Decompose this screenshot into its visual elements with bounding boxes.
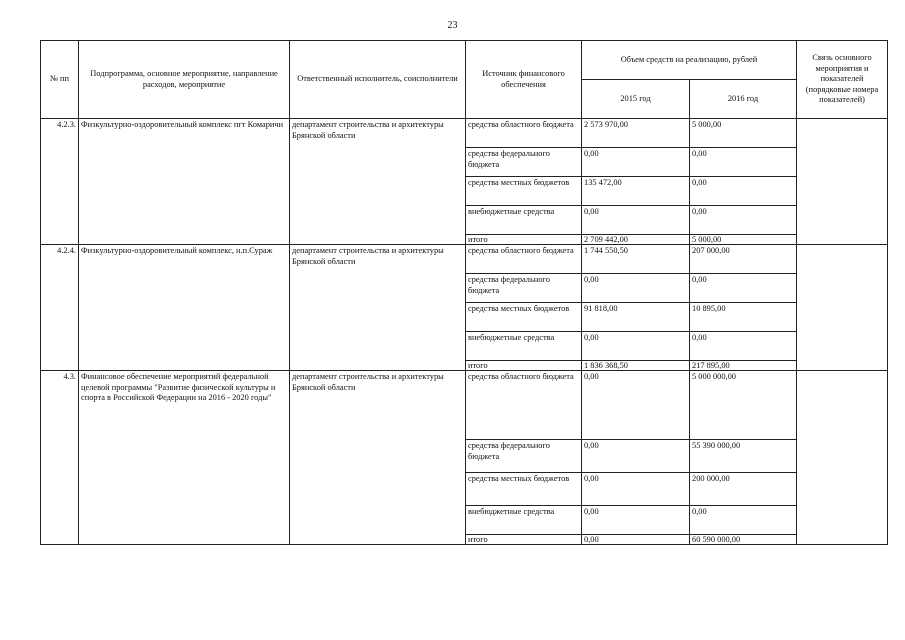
funding-source: средства областного бюджета bbox=[466, 245, 582, 274]
amount-2015: 0,00 bbox=[582, 332, 690, 361]
funding-source: средства федерального бюджета bbox=[466, 440, 582, 473]
amount-2016: 55 390 000,00 bbox=[690, 440, 797, 473]
amount-2016: 5 000,00 bbox=[690, 119, 797, 148]
executor: департамент строительства и архитектуры Брянской области bbox=[290, 371, 466, 545]
amount-2015: 135 472,00 bbox=[582, 177, 690, 206]
program-name: Физкультурно-оздоровительный комплекс, н.п.Сураж bbox=[79, 245, 290, 371]
table-row bbox=[41, 371, 888, 440]
amount-2016: 0,00 bbox=[690, 274, 797, 303]
amount-2016: 60 590 000,00 bbox=[690, 535, 797, 545]
financing-table bbox=[40, 40, 888, 545]
funding-source: средства местных бюджетов bbox=[466, 177, 582, 206]
page-number: 23 bbox=[447, 20, 458, 31]
indicator-link bbox=[797, 119, 888, 245]
amount-2016: 10 895,00 bbox=[690, 303, 797, 332]
header-no: № пп bbox=[41, 41, 79, 119]
amount-2016: 0,00 bbox=[690, 177, 797, 206]
row-number: 4.2.3. bbox=[41, 119, 79, 245]
amount-2016: 5 000,00 bbox=[690, 235, 797, 245]
funding-source: внебюджетные средства bbox=[466, 332, 582, 361]
funding-source: средства местных бюджетов bbox=[466, 473, 582, 506]
funding-source: итого bbox=[466, 535, 582, 545]
funding-source: средства областного бюджета bbox=[466, 119, 582, 148]
amount-2016: 0,00 bbox=[690, 206, 797, 235]
funding-source: внебюджетные средства bbox=[466, 206, 582, 235]
amount-2015: 2 709 442,00 bbox=[582, 235, 690, 245]
funding-source: средства федерального бюджета bbox=[466, 148, 582, 177]
executor: департамент строительства и архитектуры Брянской области bbox=[290, 245, 466, 371]
amount-2015: 1 836 368,50 bbox=[582, 361, 690, 371]
header-program: Подпрограмма, основное мероприятие, направление расходов, мероприятие bbox=[79, 41, 290, 119]
amount-2016: 0,00 bbox=[690, 506, 797, 535]
header-executor: Ответственный исполнитель, соисполнители bbox=[290, 41, 466, 119]
funding-source: средства местных бюджетов bbox=[466, 303, 582, 332]
header-source: Источник финансового обеспечения bbox=[466, 41, 582, 119]
program-name: Физкультурно-оздоровительный комплекс пгт Комаричи bbox=[79, 119, 290, 245]
amount-2015: 0,00 bbox=[582, 440, 690, 473]
amount-2015: 0,00 bbox=[582, 506, 690, 535]
funding-source: итого bbox=[466, 361, 582, 371]
amount-2016: 217 895,00 bbox=[690, 361, 797, 371]
funding-source: внебюджетные средства bbox=[466, 506, 582, 535]
amount-2016: 5 000 000,00 bbox=[690, 371, 797, 440]
amount-2015: 0,00 bbox=[582, 473, 690, 506]
amount-2016: 0,00 bbox=[690, 332, 797, 361]
indicator-link bbox=[797, 371, 888, 545]
header-2015: 2015 год bbox=[582, 80, 690, 119]
amount-2015: 1 744 550,50 bbox=[582, 245, 690, 274]
funding-source: итого bbox=[466, 235, 582, 245]
header-2016: 2016 год bbox=[690, 80, 797, 119]
amount-2015: 0,00 bbox=[582, 535, 690, 545]
amount-2016: 207 000,00 bbox=[690, 245, 797, 274]
header-volume: Объем средств на реализацию, рублей bbox=[582, 41, 797, 80]
funding-source: средства областного бюджета bbox=[466, 371, 582, 440]
amount-2016: 0,00 bbox=[690, 148, 797, 177]
table-row bbox=[41, 245, 888, 274]
amount-2015: 0,00 bbox=[582, 148, 690, 177]
amount-2015: 0,00 bbox=[582, 274, 690, 303]
header-link: Связь основного мероприятия и показателей (порядковые номера показателей) bbox=[797, 41, 888, 119]
amount-2015: 91 818,00 bbox=[582, 303, 690, 332]
amount-2015: 2 573 970,00 bbox=[582, 119, 690, 148]
executor: департамент строительства и архитектуры Брянской области bbox=[290, 119, 466, 245]
amount-2015: 0,00 bbox=[582, 206, 690, 235]
row-number: 4.3. bbox=[41, 371, 79, 545]
amount-2016: 200 000,00 bbox=[690, 473, 797, 506]
row-number: 4.2.4. bbox=[41, 245, 79, 371]
program-name: Финансовое обеспечение мероприятий федеральной целевой программы "Развитие физической культуры и спорта в Российской Федерации на 2016 - 2020 годы" bbox=[79, 371, 290, 545]
indicator-link bbox=[797, 245, 888, 371]
amount-2015: 0,00 bbox=[582, 371, 690, 440]
table-row bbox=[41, 119, 888, 148]
funding-source: средства федерального бюджета bbox=[466, 274, 582, 303]
